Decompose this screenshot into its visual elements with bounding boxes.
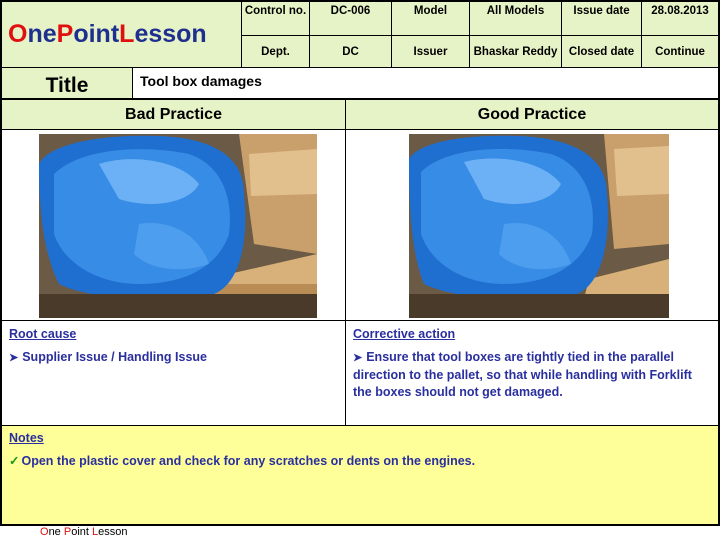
- brand-o: O: [8, 20, 28, 48]
- brand-oint: oint: [73, 20, 120, 48]
- control-no-label: Control no.: [242, 2, 310, 36]
- issuer-value: Bhaskar Reddy: [470, 36, 562, 68]
- brand-esson: esson: [134, 20, 207, 48]
- notes-text: Open the plastic cover and check for any scratches or dents on the engines.: [21, 454, 476, 468]
- dept-value: DC: [310, 36, 392, 68]
- issue-date-label: Issue date: [562, 2, 642, 36]
- good-practice-photo: [409, 134, 669, 318]
- corrective-action-cell: [346, 321, 718, 426]
- model-label: Model: [392, 2, 470, 36]
- control-no-value: DC-006: [310, 2, 392, 36]
- bad-practice-heading: Bad Practice: [2, 100, 346, 130]
- corrective-action-text: Ensure that tool boxes are tightly tied in the parallel direction to the pallet, so that while handling with Forklift the boxes should not get damaged.: [353, 350, 692, 399]
- good-practice-image-cell: [346, 130, 718, 321]
- title-label: Title: [2, 68, 133, 100]
- bad-practice-photo: [39, 134, 317, 318]
- closed-date-label: Closed date: [562, 36, 642, 68]
- dept-label: Dept.: [242, 36, 310, 68]
- footer-oint: oint: [71, 526, 92, 538]
- footer-ne: ne: [48, 526, 64, 538]
- bad-practice-image-cell: [2, 130, 346, 321]
- footer-o: O: [40, 526, 49, 538]
- notes-heading: Notes: [9, 431, 44, 445]
- corrective-action-item: [353, 349, 711, 401]
- root-cause-cell: [2, 321, 346, 426]
- footer-p: P: [63, 526, 72, 538]
- root-cause-heading: Root cause: [9, 327, 77, 341]
- notes-item: [9, 453, 711, 470]
- closed-date-value: Continue: [642, 36, 718, 68]
- issuer-label: Issuer: [392, 36, 470, 68]
- root-cause-item: [9, 349, 338, 367]
- issue-date-value: 28.08.2013: [642, 2, 718, 36]
- footer-esson: esson: [98, 526, 128, 538]
- title-value: Tool box damages: [133, 68, 718, 100]
- arrow-bullet-icon: ➤: [9, 352, 19, 364]
- notes-cell: [2, 426, 718, 524]
- brand-l: L: [119, 20, 135, 48]
- model-value: All Models: [470, 2, 562, 36]
- brand-ne: ne: [27, 20, 57, 48]
- brand-p: P: [56, 20, 74, 48]
- footer-brand: [40, 526, 127, 538]
- checkmark-icon: ✓: [9, 454, 20, 468]
- header-info-grid: [242, 2, 718, 68]
- arrow-bullet-icon: ➤: [353, 352, 363, 364]
- footer-l: L: [92, 526, 99, 538]
- root-cause-text: Supplier Issue / Handling Issue: [22, 350, 207, 364]
- good-practice-heading: Good Practice: [346, 100, 718, 130]
- brand-title: [2, 2, 242, 68]
- corrective-action-heading: Corrective action: [353, 327, 456, 341]
